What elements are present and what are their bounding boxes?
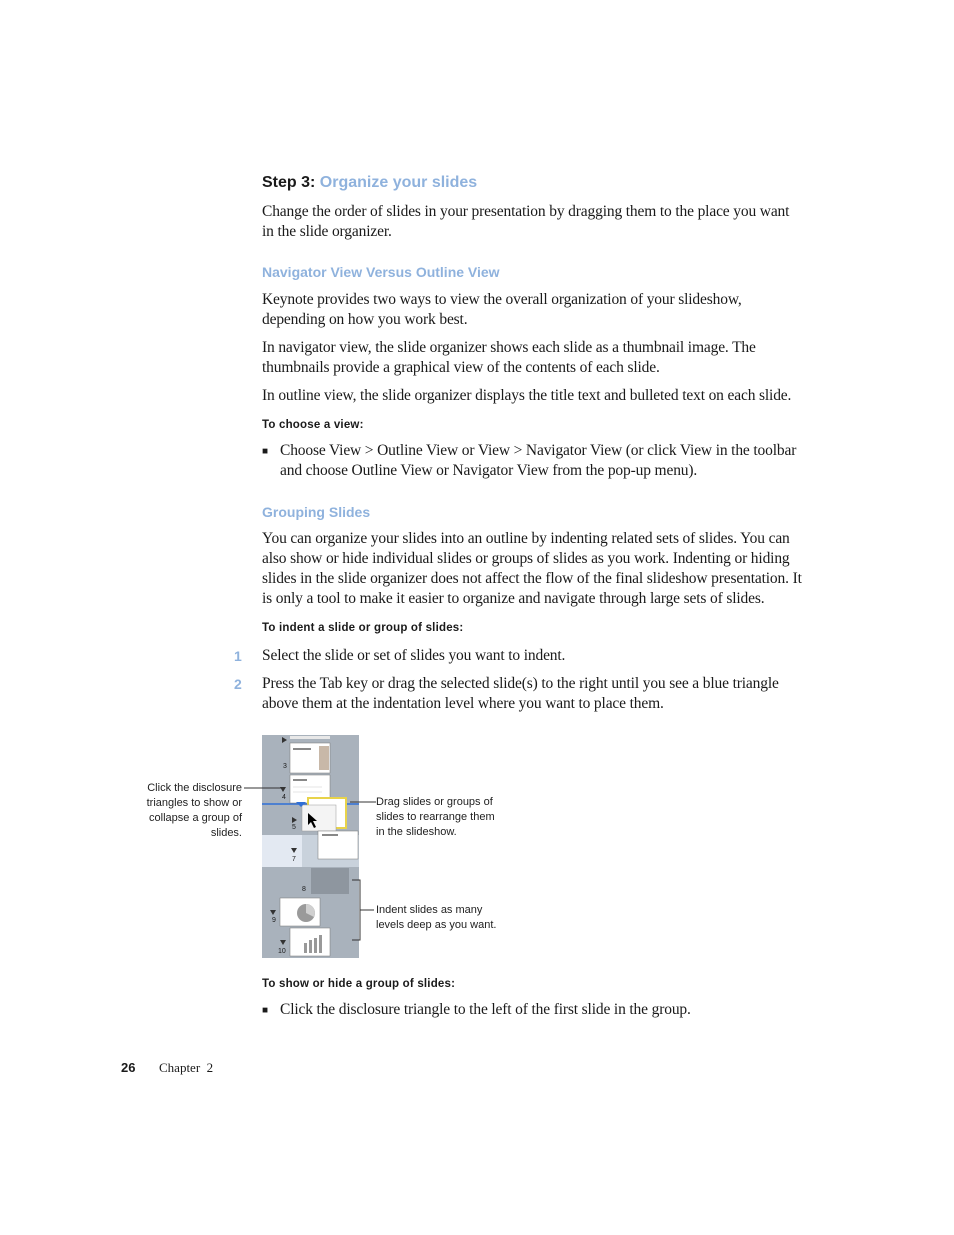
slide-number: 9 <box>272 917 276 924</box>
indent-task: To indent a slide or group of slides: <box>262 622 464 634</box>
choose-view-task: To choose a view: <box>262 419 364 431</box>
chapter-label: Chapter 2 <box>159 1060 214 1075</box>
step-prefix: Step 3: <box>262 174 316 191</box>
step-number-2: 2 <box>234 676 242 692</box>
nav-paragraph-3: In outline view, the slide organizer displays the title text and bulleted text on each slide. <box>262 387 792 404</box>
nav-section-heading: Navigator View Versus Outline View <box>262 264 500 280</box>
intro-paragraph: Change the order of slides in your presentation by dragging them to the place you want in the slide organizer. <box>262 203 790 240</box>
nav-paragraph-1: Keynote provides two ways to view the overall organization of your slideshow, depending on how you work best. <box>262 291 742 328</box>
callout-indent: Indent slides as many levels deep as you want. <box>376 904 497 931</box>
show-hide-bullet: Click the disclosure triangle to the left of the first slide in the group. <box>280 1001 691 1018</box>
callout-drag: Drag slides or groups of slides to rearrange them in the slideshow. <box>376 796 495 838</box>
choose-view-bullet: Choose View > Outline View or View > Navigator View (or click View in the toolbar and choose Outline View or Navigator View from the pop-up menu). <box>280 442 797 479</box>
slide-number: 4 <box>282 794 286 801</box>
callout-leader-lines <box>240 780 380 950</box>
group-section-heading: Grouping Slides <box>262 504 371 520</box>
show-hide-task: To show or hide a group of slides: <box>262 978 456 990</box>
step-text-2: Press the Tab key or drag the selected slide(s) to the right until you see a blue triangle above them at the indentation level where you want to place them. <box>262 675 779 712</box>
step-text-1: Select the slide or set of slides you want to indent. <box>262 647 566 664</box>
step-heading <box>262 174 477 192</box>
callout-disclosure: Click the disclosure triangles to show or collapse a group of slides. <box>146 782 242 839</box>
slide-number: 7 <box>292 856 296 863</box>
bullet-square-icon: ■ <box>262 1005 269 1016</box>
slide-number: 5 <box>292 824 296 831</box>
bullet-square-icon: ■ <box>262 446 269 457</box>
step-number-1: 1 <box>234 648 242 664</box>
group-paragraph: You can organize your slides into an outline by indenting related sets of slides. You can also show or hide individual slides or groups of slides as you work. Indenting or hiding slides in the slide organizer does not affect the flow of the final slideshow presentation. It is only a tool to make it easier to organize and navigate through large sets of slides. <box>262 530 802 607</box>
page-number: 26 <box>121 1060 136 1075</box>
slide-number: 3 <box>283 763 287 770</box>
slide-number: 10 <box>278 948 286 955</box>
slide-number: 8 <box>302 886 306 893</box>
step-title: Organize your slides <box>319 174 478 191</box>
nav-paragraph-2: In navigator view, the slide organizer shows each slide as a thumbnail image. The thumbnails provide a graphical view of the contents of each slide. <box>262 339 756 376</box>
